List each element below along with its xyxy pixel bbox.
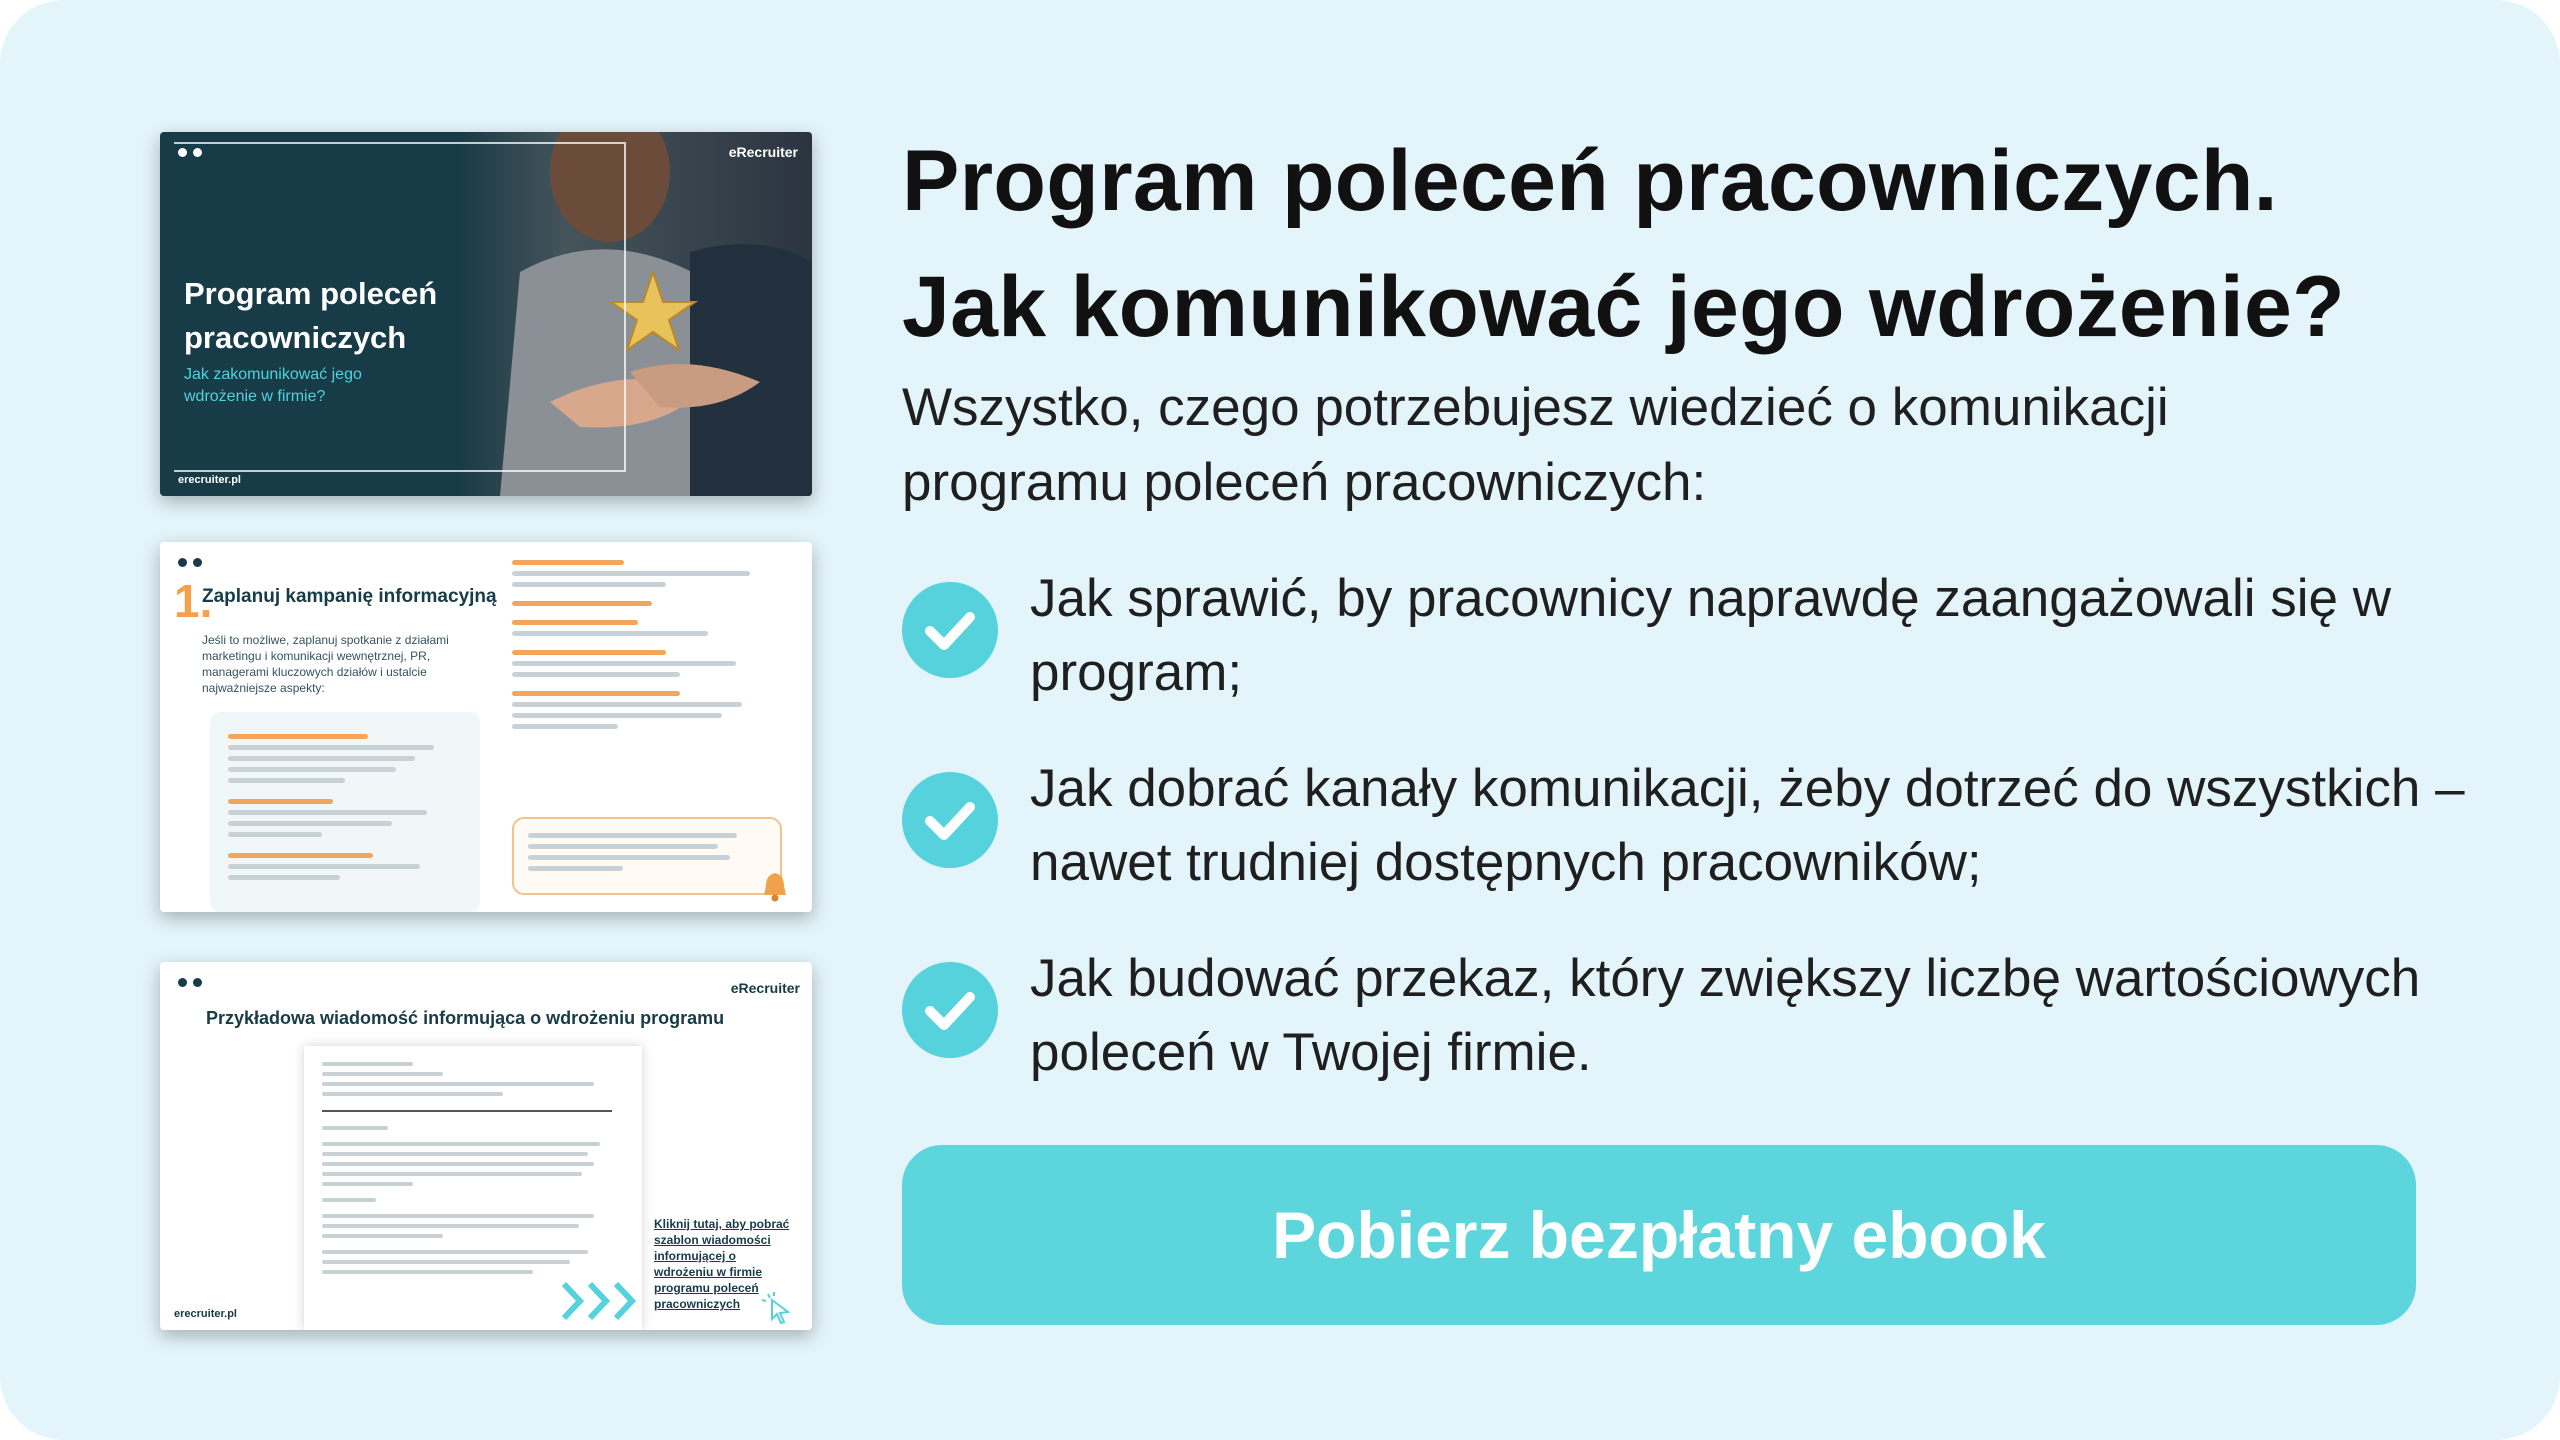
cover-subtitle: Jak zakomunikować jego wdrożenie w firmie? <box>184 366 362 405</box>
ebook-page-thumbnail-3 <box>160 962 812 1330</box>
benefit-text: Jak budować przekaz, który zwiększy liczbę wartościowych poleceń w Twojej firmie. <box>1030 949 2421 1082</box>
headline-line-2: Jak komunikować jego wdrożenie? <box>902 259 2345 355</box>
page2-list-box <box>210 712 480 912</box>
benefit-text: Jak dobrać kanały komunikacji, żeby dotrzeć do wszystkich – nawet trudniej dostępnych pracowników; <box>1030 759 2465 892</box>
benefit-text: Jak sprawić, by pracownicy naprawdę zaangażowali się w program; <box>1030 569 2391 702</box>
headline-line-1: Program poleceń pracowniczych. <box>902 133 2278 229</box>
download-ebook-button[interactable]: Pobierz bezpłatny ebook <box>902 1145 2416 1325</box>
page2-intro: Jeśli to możliwe, zaplanuj spotkanie z działami marketingu i komunikacji wewnętrznej, PR, managerami kluczowych działów i ustalcie najważniejsze aspekty: <box>202 633 449 695</box>
intro-text: Wszystko, czego potrzebujesz wiedzieć o komunikacji programu poleceń pracowniczych: <box>902 378 2169 512</box>
page3-brand: eRecruiter <box>730 980 800 996</box>
step-number: 1. <box>174 575 213 627</box>
cursor-click-icon <box>760 1290 796 1326</box>
slide-dots <box>178 558 202 567</box>
cover-brand: eRecruiter <box>728 144 798 160</box>
check-circle-icon <box>902 962 998 1058</box>
bell-icon <box>758 869 792 903</box>
page3-url: erecruiter.pl <box>174 1308 237 1320</box>
page2-right-column <box>512 560 792 735</box>
cover-title: Program poleceń pracowniczych <box>184 276 438 355</box>
chevrons-right-icon <box>560 1280 644 1322</box>
headline <box>902 118 2502 370</box>
page2-callout <box>512 817 782 895</box>
cover-url: erecruiter.pl <box>178 474 241 486</box>
check-circle-icon <box>902 582 998 678</box>
ebook-page-thumbnail-2 <box>160 542 812 912</box>
ebook-cover-thumbnail <box>160 132 812 496</box>
page3-heading: Przykładowa wiadomość informująca o wdrożeniu programu <box>206 1008 725 1028</box>
download-template-link[interactable]: Kliknij tutaj, aby pobrać szablon wiadomości informującej o wdrożeniu w firmie programu poleceń pracowniczych <box>654 1217 790 1311</box>
slide-dots <box>178 148 202 157</box>
page2-heading: Zaplanuj kampanię informacyjną <box>202 586 497 607</box>
slide-dots <box>178 978 202 987</box>
check-circle-icon <box>902 772 998 868</box>
